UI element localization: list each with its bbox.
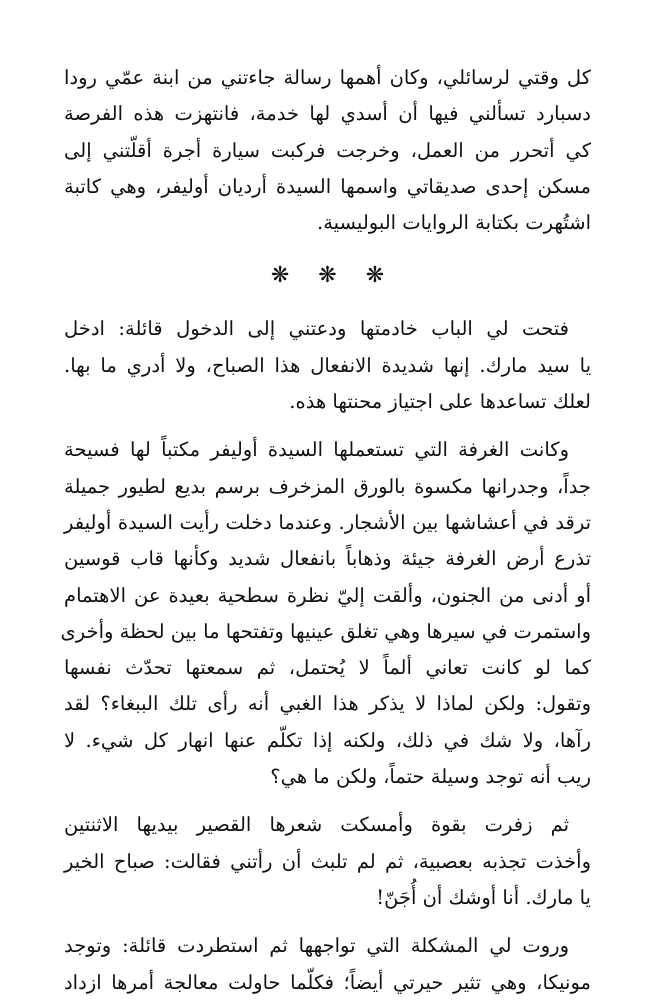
- text-line: فتحت لي الباب خادمتها ودعتني إلى الدخول قائلة: ادخل: [64, 317, 569, 341]
- paragraph-hair-pulling: [64, 807, 591, 916]
- text-line: اشتُهرت بكتابة الروايات البوليسية.: [317, 211, 591, 235]
- text-line: وروت لي المشكلة التي تواجهها ثم استطردت قائلة: وتوجد: [64, 934, 569, 958]
- text-line: دسبارد تسألني فيها أن أسدي لها خدمة، فانتهزت هذه الفرصة: [64, 102, 591, 126]
- text-line: كي أتحرر من العمل، وخرجت فركبت سيارة أجرة أقلّتني إلى: [64, 138, 591, 162]
- text-line: ترقد في أعشاشها بين الأشجار. وعندما دخلت رأيت السيدة أوليفر: [64, 510, 591, 534]
- text-line: لعلك تساعدها على اجتياز محنتها هذه.: [289, 390, 591, 414]
- asterism-mark: ❋: [318, 263, 337, 289]
- opening-paragraph-fragment: [64, 60, 591, 241]
- text-line: أو أدنى من الجنون، وألقت إليّ نظرة سطحية بعيدة عن الاهتمام: [64, 583, 591, 607]
- asterism-mark: ❋: [270, 263, 290, 289]
- text-line: جداً، وجدرانها مكسوة بالورق المزخرف برسم بديع لطيور جميلة: [64, 474, 591, 498]
- paragraph-maid-greeting: [64, 311, 591, 420]
- paragraph-study-room: [60, 432, 591, 795]
- section-separator: [64, 249, 591, 303]
- text-line: كما لو كانت تعاني ألماً لا يُحتمل، ثم سمعتها تحدّث نفسها: [64, 656, 591, 680]
- text-line: يا سيد مارك. إنها شديدة الانفعال هذا الصباح، ولا أدري ما بها.: [64, 353, 591, 377]
- asterism-mark: ❋: [365, 263, 385, 289]
- text-line: ثم زفرت بقوة وأمسكت شعرها القصير بيديها الاثنتين: [64, 813, 569, 837]
- text-line: ريب أنه توجد وسيلة حتماً، ولكن ما هي؟: [270, 765, 591, 789]
- text-line: تذرع أرض الغرفة جيئة وذهاباً بانفعال شديد وكأنها قاب قوسين: [64, 547, 591, 571]
- text-line: وكانت الغرفة التي تستعملها السيدة أوليفر مكتباً لها فسيحة: [64, 438, 569, 462]
- text-line: وأخذت تجذبه بعصبية، ثم لم تلبث أن رأتني فقالت: صباح الخير: [64, 849, 591, 873]
- text-line: مونيكا، وهي تثير حيرتي أيضاً؛ فكلّما حاولت معالجة أمرها ازداد: [64, 970, 591, 994]
- text-line: يا مارك. أنا أوشك أن أُجَنّ!: [376, 885, 591, 909]
- book-page: [60, 60, 591, 1001]
- text-line: مسكن إحدى صديقاتي واسمها السيدة أرديان أوليفر، وهي كاتبة: [64, 174, 591, 198]
- text-line: كل وقتي لرسائلي، وكان أهمها رسالة جاءتني من ابنة عمّي رودا: [64, 66, 591, 89]
- text-line: واستمرت في سيرها وهي تغلق عينيها وتفتحها ما بين لحظة وأخرى: [60, 619, 591, 643]
- text-line: وتقول: ولكن لماذا لا يذكر هذا الغبي أنه رأى تلك الببغاء؟ لقد: [64, 692, 591, 716]
- paragraph-monica-problem: [64, 928, 591, 1001]
- text-line: رآها، ولا شك في ذلك، ولكنه إذا تكلّم عنها انهار كل شيء. لا: [64, 728, 591, 752]
